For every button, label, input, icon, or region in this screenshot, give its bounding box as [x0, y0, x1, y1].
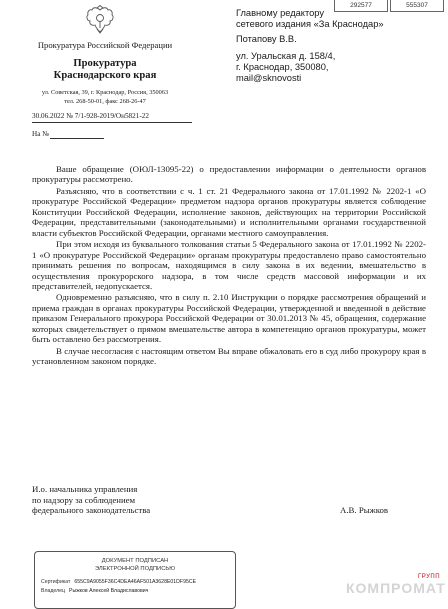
address-line-1: ул. Советская, 39, г. Краснодар, Россия, 350063 [41, 89, 169, 96]
title-line-2: Краснодарского края [53, 70, 157, 81]
stamp-certificate-row [41, 579, 196, 585]
stamp-owner-row [41, 588, 148, 594]
signer-line-1: И.о. начальника управления [32, 484, 138, 494]
body-paragraph-3: При этом исходя из буквального толкования статьи 5 Федерального закона от 17.01.1992 № 2202-1 «О прокуратуре Российской Федерации» органам прокуратуры предоставлено право самостоятельно принимать решения по вопросам, находящимся в силу закона в их ведении, вмешательство в осуществления прокурорского надзора, в том числе средств массовой информации и их представителей, недопускается. [32, 239, 426, 291]
letter-body [32, 164, 426, 367]
prosecutor-office-title [20, 58, 190, 82]
addressee-block [236, 8, 436, 84]
body-paragraph-2: Разъясняю, что в соответствии с ч. 1 ст. 21 Федерального закона от 17.01.1992 № 2202-1 «О прокуратуре Российской Федерации» предметом надзора органов прокуратуры является соблюдение Конституции Российской Федерации, исполнение законов, действующих на территории Российской Федерации, представительными (законодательными) и исполнительными органами государственной власти субъектов Российской Федерации, органами местного самоуправления. [32, 185, 426, 238]
stamp-title-line-1: ДОКУМЕНТ ПОДПИСАН [101, 558, 169, 564]
addressee-line-2: сетевого издания «За Краснодар» [236, 19, 384, 29]
reference-number-underline [50, 138, 104, 139]
coat-of-arms-icon [84, 4, 116, 36]
watermark-sup: ГРУПП [418, 574, 441, 580]
body-paragraph-5: В случае несогласия с настоящим ответом Вы вправе обжаловать его в суд либо прокурору края в установленном законом порядке. [32, 345, 426, 367]
addressee-line-1: Главному редактору [236, 8, 325, 18]
date-underline [32, 122, 192, 123]
organization-name: Прокуратура Российской Федерации [37, 40, 173, 50]
addressee-city: г. Краснодар, 350080, [236, 62, 329, 72]
owner-label: Владелец [41, 588, 65, 594]
body-paragraph-1: Ваше обращение (ОЮЛ-13095-22) о предоставлении информации о деятельности органов прокуратуры рассмотрено. [32, 164, 426, 185]
body-paragraph-4: Одновременно разъясняю, что в силу п. 2.10 Инструкции о порядке рассмотрения обращений и приема граждан в органах прокуратуры Российской Федерации, утвержденной и введенной в действие приказом Генерального прокурора Российской Федерации от 30.01.2013 № 45, обращения, содержание которых свидетельствует о прямом вмешательстве автора в компетенцию органов прокуратуры, может быть оставлено без рассмотрения. [32, 292, 426, 345]
addressee-name: Потапову В.В. [236, 34, 297, 44]
title-line-1: Прокуратура [73, 58, 137, 69]
electronic-signature-stamp [34, 551, 236, 609]
registration-number-1: 292577 [334, 0, 388, 12]
certificate-label: Сертификат [41, 579, 71, 585]
signer-name: А.В. Рыжков [340, 505, 389, 515]
addressee-street: ул. Уральская д. 158/4, [236, 51, 336, 61]
certificate-value: 655C9A9055F36C4DEA46AF501A3628E01DF95CE [74, 579, 197, 585]
registration-number-2: 555307 [390, 0, 444, 12]
signer-line-3: федерального законодательства [32, 505, 151, 515]
reference-number-label: На № [32, 130, 50, 138]
address-line-2: тел. 268-50-01, факс 268-26-47 [64, 97, 146, 105]
document-date-number: 30.06.2022 № 7/1-928-2019/Он5821-22 [32, 112, 149, 120]
stamp-title [35, 558, 235, 573]
office-address [20, 89, 190, 106]
watermark-logo [346, 576, 448, 598]
addressee-email: mail@sknovosti [236, 73, 302, 83]
watermark-main: КОМПРОМАТ [346, 580, 446, 596]
stamp-title-line-2: ЭЛЕКТРОННОЙ ПОДПИСЬЮ [94, 565, 176, 572]
signer-line-2: по надзору за соблюдением [32, 494, 136, 505]
signer-position [32, 484, 150, 516]
owner-value: Рыжков Алексей Владиславович [69, 588, 149, 594]
